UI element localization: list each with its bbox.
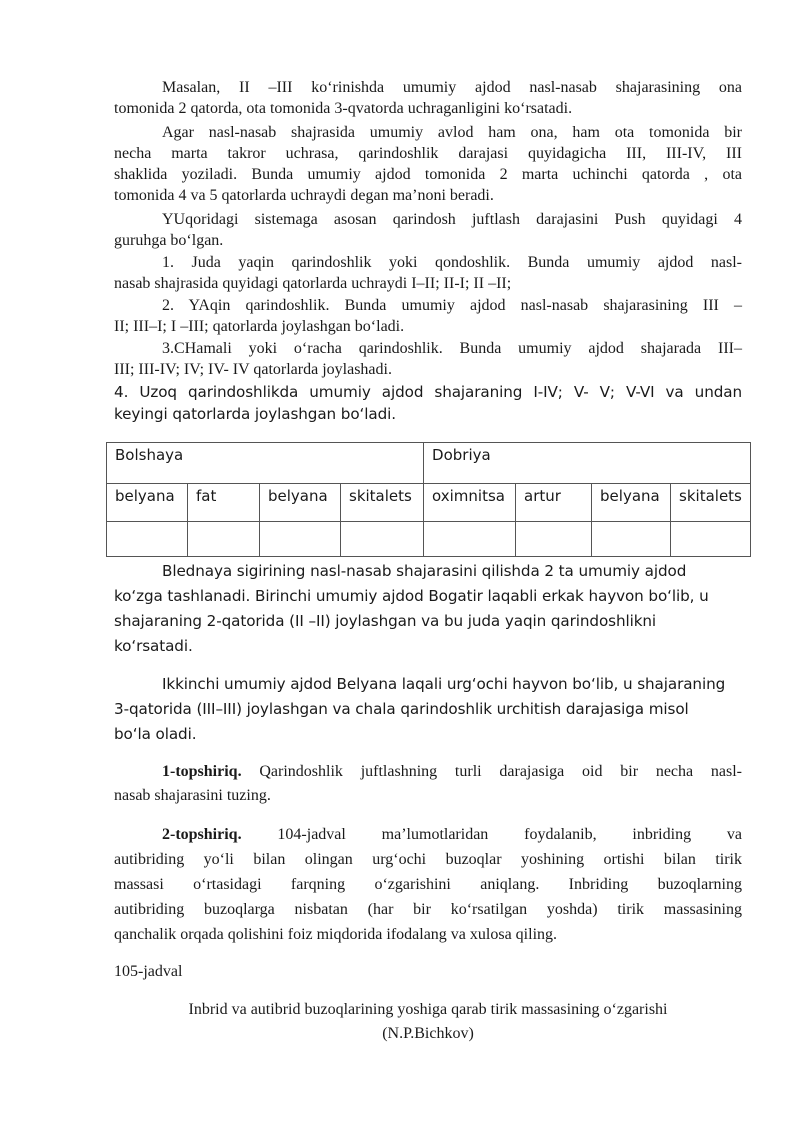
paragraph-2-line-2: necha marta takror uchrasa, qarindoshlik darajasi quyidagicha III, III-IV, III [114, 145, 742, 162]
task-2-line-3: massasi o‘rtasidagi farqning o‘zgarishini aniqlang. Inbriding buzoqlarning [114, 876, 742, 893]
task-2-line-1 [114, 825, 742, 845]
paragraph-4-line-1: 1. Juda yaqin qarindoshlik yoki qondoshlik. Bunda umumiy ajdod nasl- [162, 254, 742, 271]
paragraph-8-line-4: ko‘rsatadi. [114, 637, 193, 655]
task-2-text: 104-jadval ma’lumotlaridan foydalanib, inbriding va [277, 826, 743, 843]
table-number-label: 105-jadval [114, 963, 183, 980]
task-2-line-5: qanchalik orqada qolishini foiz miqdorida ifodalang va xulosa qiling. [114, 926, 558, 943]
paragraph-6-line-1: 3.CHamali yoki o‘racha qarindoshlik. Bunda umumiy ajdod shajarada III– [162, 340, 742, 357]
paragraph-7-line-2: keyingi qatorlarda joylashgan bo‘ladi. [114, 405, 396, 423]
paragraph-6-line-2: III; III-IV; IV; IV- IV qatorlarda joylashadi. [114, 361, 392, 378]
table-empty-cell [592, 522, 671, 557]
table-header-bolshaya: Bolshaya [107, 443, 424, 484]
kinship-table [106, 442, 751, 557]
paragraph-1-line-1: Masalan, II –III ko‘rinishda umumiy ajdod nasl-nasab shajarasining ona [162, 79, 742, 96]
paragraph-3-line-2: guruhga bo‘lgan. [114, 232, 224, 249]
paragraph-8-line-2: ko‘zga tashlanadi. Birinchi umumiy ajdod Bogatir laqabli erkak hayvon bo‘lib, u [114, 587, 709, 605]
paragraph-3-line-1: YUqoridagi sistemaga asosan qarindosh juftlash darajasini Push quyidagi 4 [162, 211, 742, 228]
table-cell: oximnitsa [424, 484, 516, 522]
paragraph-1-line-2: tomonida 2 qatorda, ota tomonida 3-qvatorda uchraganligini ko‘rsatadi. [114, 100, 573, 117]
table-empty-cell [260, 522, 341, 557]
task-1-text: Qarindoshlik juftlashning turli darajasiga oid bir necha nasl- [259, 763, 743, 780]
paragraph-5-line-1: 2. YAqin qarindoshlik. Bunda umumiy ajdod nasl-nasab shajarasining III – [162, 297, 742, 314]
table-source: (N.P.Bichkov) [382, 1025, 474, 1042]
table-empty-cell [107, 522, 188, 557]
table-header-dobriya: Dobriya [424, 443, 751, 484]
table-cell: belyana [592, 484, 671, 522]
table-cell: fat [188, 484, 260, 522]
paragraph-4-line-2: nasab shajrasida quyidagi qatorlarda uchraydi I–II; II-I; II –II; [114, 275, 512, 292]
paragraph-5-line-2: II; III–I; I –III; qatorlarda joylashgan bo‘ladi. [114, 318, 405, 335]
table-empty-cell [341, 522, 424, 557]
task-1-line-1 [114, 762, 742, 782]
table-cell: skitalets [341, 484, 424, 522]
table-empty-cell [424, 522, 516, 557]
table-cell: skitalets [671, 484, 751, 522]
task-2-line-4: autibriding buzoqlarga nisbatan (har bir ko‘rsatilgan yoshda) tirik massasining [114, 901, 742, 918]
paragraph-2-line-3: shaklida yoziladi. Bunda umumiy ajdod tomonida 2 marta uchinchi qatorda , ota [114, 166, 742, 183]
paragraph-2-line-1: Agar nasl-nasab shajrasida umumiy avlod ham ona, ham ota tomonida bir [162, 124, 742, 141]
table-cell: belyana [260, 484, 341, 522]
task-1-line-2: nasab shajarasini tuzing. [114, 787, 271, 804]
table-empty-cell [516, 522, 592, 557]
paragraph-7-line-1: 4. Uzoq qarindoshlikda umumiy ajdod shajaraning I-IV; V- V; V-VI va undan [114, 383, 742, 401]
table-cell: artur [516, 484, 592, 522]
table-empty-cell [671, 522, 751, 557]
table-cell: belyana [107, 484, 188, 522]
paragraph-8-line-3: shajaraning 2-qatorida (II –II) joylashgan va bu juda yaqin qarindoshlikni [114, 612, 657, 630]
paragraph-8-line-1: Blednaya sigirining nasl-nasab shajarasini qilishda 2 ta umumiy ajdod [162, 562, 687, 580]
task-1-label: 1-topshiriq. [162, 763, 242, 780]
table-empty-cell [188, 522, 260, 557]
task-2-label: 2-topshiriq. [162, 826, 242, 843]
table-title: Inbrid va autibrid buzoqlarining yoshiga qarab tirik massasining o‘zgarishi [188, 1001, 668, 1018]
paragraph-9-line-1: Ikkinchi umumiy ajdod Belyana laqali urg‘ochi hayvon bo‘lib, u shajaraning [162, 675, 726, 693]
paragraph-2-line-4: tomonida 4 va 5 qatorlarda uchraydi degan ma’noni beradi. [114, 187, 494, 204]
paragraph-9-line-3: bo‘la oladi. [114, 725, 197, 743]
task-2-line-2: autibriding yo‘li bilan olingan urg‘ochi buzoqlar yoshining ortishi bilan tirik [114, 851, 742, 868]
paragraph-9-line-2: 3-qatorida (III–III) joylashgan va chala qarindoshlik urchitish darajasiga misol [114, 700, 689, 718]
